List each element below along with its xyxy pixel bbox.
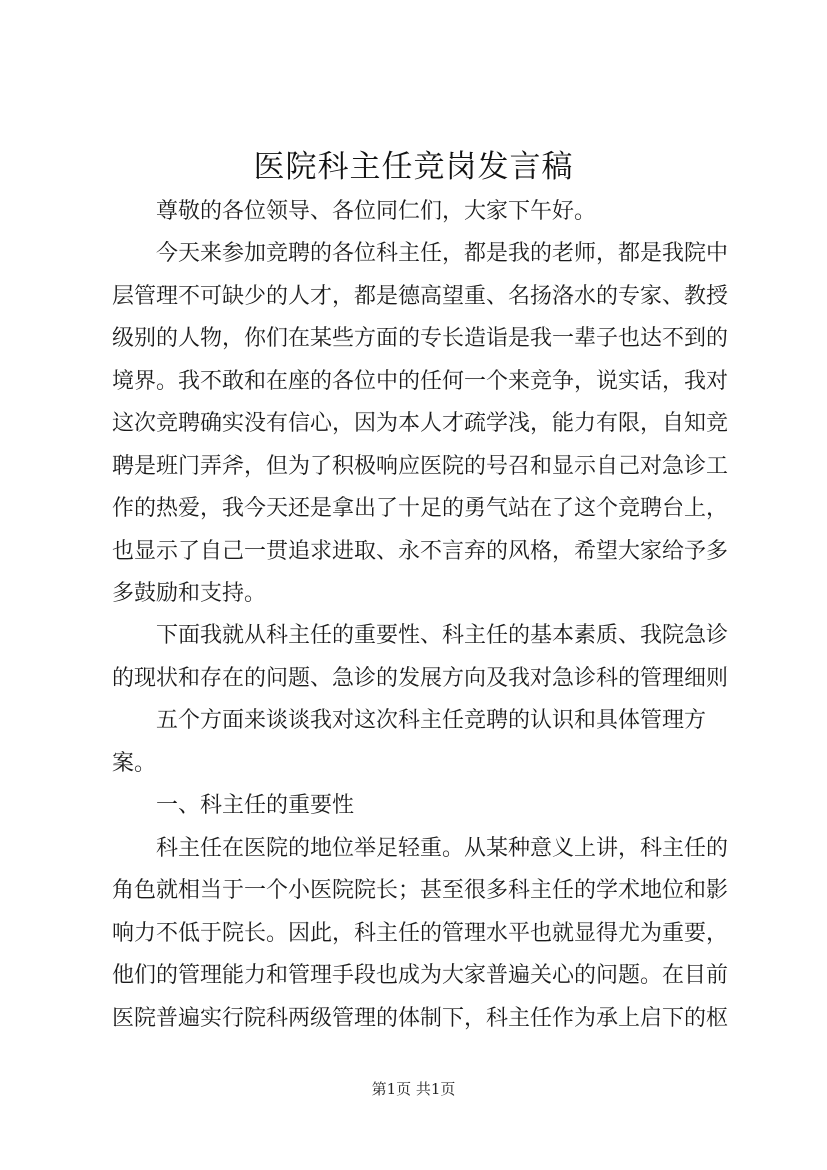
- text-line: 角色就相当于一个小医院院长；甚至很多科主任的学术地位和影: [112, 878, 729, 903]
- text-line: 也显示了自己一贯追求进取、永不言弃的风格，希望大家给予多: [112, 539, 729, 564]
- text-line: 他们的管理能力和管理手段也成为大家普遍关心的问题。在目前: [112, 963, 729, 988]
- text-line: 五个方面来谈谈我对这次科主任竞聘的认识和具体管理方: [156, 708, 707, 733]
- text-line: 的现状和存在的问题、急诊的发展方向及我对急诊科的管理细则: [112, 666, 729, 691]
- text-line: 案。: [112, 751, 157, 776]
- page-footer: 第1页 共1页: [371, 1080, 456, 1098]
- text-line: 响力不低于院长。因此，科主任的管理水平也就显得尤为重要，: [112, 921, 729, 946]
- text-line: 境界。我不敢和在座的各位中的任何一个来竞争，说实话，我对: [112, 369, 729, 394]
- text-line: 这次竞聘确实没有信心，因为本人才疏学浅，能力有限，自知竞: [112, 411, 729, 436]
- section-heading: 一、科主任的重要性: [156, 793, 355, 818]
- text-line: 作的热爱，我今天还是拿出了十足的勇气站在了这个竞聘台上，: [112, 496, 729, 521]
- text-line: 下面我就从科主任的重要性、科主任的基本素质、我院急诊: [156, 623, 729, 648]
- text-line: 聘是班门弄斧，但为了积极响应医院的号召和显示自己对急诊工: [112, 454, 729, 479]
- text-line: 今天来参加竞聘的各位科主任，都是我的老师，都是我院中: [156, 241, 729, 266]
- text-line: 层管理不可缺少的人才，都是德高望重、名扬洛水的专家、教授: [112, 284, 729, 309]
- text-line: 级别的人物，你们在某些方面的专长造诣是我一辈子也达不到的: [112, 326, 729, 351]
- text-line: 尊敬的各位领导、各位同仁们，大家下午好。: [156, 199, 597, 224]
- text-line: 医院普遍实行院科两级管理的体制下，科主任作为承上启下的枢: [112, 1006, 729, 1031]
- text-line: 多鼓励和支持。: [112, 581, 267, 606]
- text-line: 科主任在医院的地位举足轻重。从某种意义上讲，科主任的: [156, 836, 729, 861]
- document-title: 医院科主任竞岗发言稿: [253, 149, 574, 185]
